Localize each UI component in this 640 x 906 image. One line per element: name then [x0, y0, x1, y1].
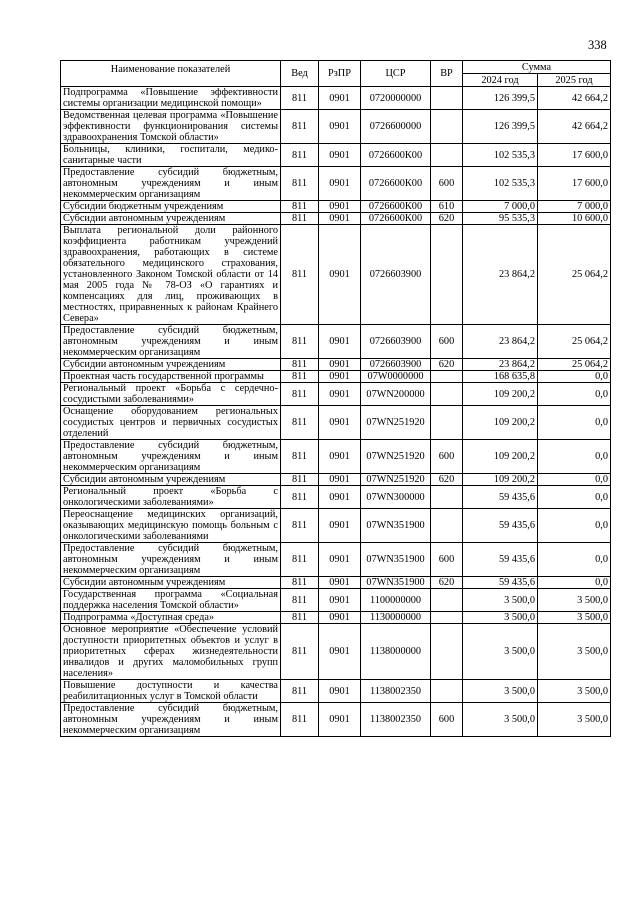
- row-sum-2025: 7 000,0: [538, 201, 611, 213]
- row-sum-2024: 109 200,2: [463, 383, 538, 406]
- row-csr: 0726600К00: [361, 167, 431, 201]
- row-rzpr: 0901: [319, 440, 361, 474]
- row-sum-2024: 3 500,0: [463, 624, 538, 680]
- table-row: [61, 144, 611, 167]
- row-sum-2024: 102 535,3: [463, 167, 538, 201]
- row-ved: 811: [281, 486, 319, 509]
- table-row: [61, 543, 611, 577]
- row-vr: 600: [431, 543, 463, 577]
- table-row: [61, 612, 611, 624]
- row-vr: 600: [431, 325, 463, 359]
- row-rzpr: 0901: [319, 474, 361, 486]
- row-name: Ведомственная целевая программа «Повышение эффективности функционирования системы здравоохранения Томской области»: [61, 110, 281, 144]
- row-name: Субсидии бюджетным учреждениям: [61, 201, 281, 213]
- row-csr: 1138002350: [361, 703, 431, 737]
- row-sum-2024: 3 500,0: [463, 680, 538, 703]
- row-csr: 07W0000000: [361, 371, 431, 383]
- row-rzpr: 0901: [319, 325, 361, 359]
- row-name: Подпрограмма «Доступная среда»: [61, 612, 281, 624]
- row-sum-2024: 23 864,2: [463, 225, 538, 325]
- row-sum-2025: 3 500,0: [538, 703, 611, 737]
- row-ved: 811: [281, 225, 319, 325]
- row-ved: 811: [281, 624, 319, 680]
- row-ved: 811: [281, 167, 319, 201]
- table-row: [61, 624, 611, 680]
- row-csr: 0726603900: [361, 225, 431, 325]
- row-sum-2025: 17 600,0: [538, 167, 611, 201]
- table-row: [61, 325, 611, 359]
- row-sum-2024: 3 500,0: [463, 703, 538, 737]
- table-row: [61, 703, 611, 737]
- row-vr: [431, 612, 463, 624]
- row-sum-2025: 0,0: [538, 486, 611, 509]
- row-vr: [431, 680, 463, 703]
- row-name: Предоставление субсидий бюджетным, автономным учреждениям и иным некоммерческим организациям: [61, 440, 281, 474]
- row-csr: 1100000000: [361, 589, 431, 612]
- row-rzpr: 0901: [319, 383, 361, 406]
- row-sum-2025: 42 664,2: [538, 110, 611, 144]
- table-row: [61, 371, 611, 383]
- row-rzpr: 0901: [319, 225, 361, 325]
- row-csr: 0720000000: [361, 87, 431, 110]
- row-sum-2024: 109 200,2: [463, 474, 538, 486]
- header-2025: 2025 год: [538, 74, 611, 87]
- row-ved: 811: [281, 543, 319, 577]
- row-name: Региональный проект «Борьба с сердечно-сосудистыми заболеваниями»: [61, 383, 281, 406]
- row-csr: 0726600К00: [361, 201, 431, 213]
- row-sum-2025: 3 500,0: [538, 680, 611, 703]
- row-ved: 811: [281, 359, 319, 371]
- row-name: Субсидии автономным учреждениям: [61, 474, 281, 486]
- row-csr: 0726600К00: [361, 144, 431, 167]
- row-sum-2025: 0,0: [538, 577, 611, 589]
- table-row: [61, 486, 611, 509]
- row-ved: 811: [281, 612, 319, 624]
- row-vr: [431, 110, 463, 144]
- table-row: [61, 474, 611, 486]
- table-row: [61, 359, 611, 371]
- page-number: 338: [588, 38, 607, 52]
- row-ved: 811: [281, 87, 319, 110]
- row-sum-2024: 95 535,3: [463, 213, 538, 225]
- row-rzpr: 0901: [319, 486, 361, 509]
- table-row: [61, 577, 611, 589]
- row-sum-2024: 109 200,2: [463, 440, 538, 474]
- row-ved: 811: [281, 440, 319, 474]
- row-sum-2024: 59 435,6: [463, 509, 538, 543]
- row-rzpr: 0901: [319, 680, 361, 703]
- row-csr: 07WN300000: [361, 486, 431, 509]
- row-vr: [431, 624, 463, 680]
- row-csr: 07WN251920: [361, 474, 431, 486]
- table-row: [61, 509, 611, 543]
- row-name: Больницы, клиники, госпитали, медико-санитарные части: [61, 144, 281, 167]
- row-rzpr: 0901: [319, 406, 361, 440]
- row-name: Переоснащение медицинских организаций, оказывающих медицинскую помощь больным с онкологическими заболеваниями: [61, 509, 281, 543]
- row-rzpr: 0901: [319, 213, 361, 225]
- table-row: [61, 680, 611, 703]
- table-row: [61, 201, 611, 213]
- row-csr: 1138000000: [361, 624, 431, 680]
- table-row: [61, 406, 611, 440]
- row-sum-2025: 0,0: [538, 440, 611, 474]
- row-sum-2024: 23 864,2: [463, 325, 538, 359]
- row-vr: 620: [431, 213, 463, 225]
- row-vr: [431, 406, 463, 440]
- row-vr: 620: [431, 474, 463, 486]
- row-sum-2025: 0,0: [538, 509, 611, 543]
- row-name: Субсидии автономным учреждениям: [61, 213, 281, 225]
- row-name: Предоставление субсидий бюджетным, автономным учреждениям и иным некоммерческим организациям: [61, 325, 281, 359]
- row-vr: 620: [431, 359, 463, 371]
- row-ved: 811: [281, 509, 319, 543]
- row-rzpr: 0901: [319, 87, 361, 110]
- row-ved: 811: [281, 213, 319, 225]
- row-rzpr: 0901: [319, 371, 361, 383]
- row-ved: 811: [281, 201, 319, 213]
- header-csr: ЦСР: [361, 61, 431, 87]
- table-row: [61, 213, 611, 225]
- header-rzpr: РзПР: [319, 61, 361, 87]
- table-row: [61, 383, 611, 406]
- row-rzpr: 0901: [319, 624, 361, 680]
- row-name: Подпрограмма «Повышение эффективности системы организации медицинской помощи»: [61, 87, 281, 110]
- row-rzpr: 0901: [319, 589, 361, 612]
- row-sum-2025: 0,0: [538, 371, 611, 383]
- row-sum-2025: 3 500,0: [538, 624, 611, 680]
- row-sum-2024: 7 000,0: [463, 201, 538, 213]
- row-sum-2025: 0,0: [538, 406, 611, 440]
- row-name: Субсидии автономным учреждениям: [61, 359, 281, 371]
- table-row: [61, 167, 611, 201]
- row-vr: [431, 383, 463, 406]
- row-vr: [431, 486, 463, 509]
- row-csr: 0726603900: [361, 325, 431, 359]
- row-sum-2024: 59 435,6: [463, 486, 538, 509]
- table-row: [61, 87, 611, 110]
- row-name: Региональный проект «Борьба с онкологическими заболеваниями»: [61, 486, 281, 509]
- row-ved: 811: [281, 371, 319, 383]
- row-sum-2024: 102 535,3: [463, 144, 538, 167]
- row-ved: 811: [281, 383, 319, 406]
- row-ved: 811: [281, 589, 319, 612]
- row-vr: 600: [431, 167, 463, 201]
- row-ved: 811: [281, 703, 319, 737]
- row-vr: 600: [431, 440, 463, 474]
- row-vr: 600: [431, 703, 463, 737]
- row-ved: 811: [281, 577, 319, 589]
- row-name: Повышение доступности и качества реабилитационных услуг в Томской области: [61, 680, 281, 703]
- row-sum-2025: 3 500,0: [538, 612, 611, 624]
- row-csr: 0726600К00: [361, 213, 431, 225]
- row-csr: 07WN251920: [361, 406, 431, 440]
- row-ved: 811: [281, 110, 319, 144]
- row-vr: [431, 87, 463, 110]
- row-sum-2024: 3 500,0: [463, 612, 538, 624]
- row-name: Выплата региональной доли районного коэффициента работникам учреждений здравоохранения, работающих в системе обязательного медицинского страхования, установленного Законом Томской области от 14 мая 2005 года № 78-ОЗ «О гарантиях и компенсациях для лиц, проживающих в местностях, приравненных к районам Крайнего Севера»: [61, 225, 281, 325]
- row-csr: 07WN351900: [361, 577, 431, 589]
- row-sum-2025: 17 600,0: [538, 144, 611, 167]
- row-sum-2024: 23 864,2: [463, 359, 538, 371]
- row-csr: 1130000000: [361, 612, 431, 624]
- row-csr: 07WN351900: [361, 543, 431, 577]
- row-vr: 620: [431, 577, 463, 589]
- row-csr: 0726603900: [361, 359, 431, 371]
- row-ved: 811: [281, 680, 319, 703]
- budget-table: [60, 60, 611, 737]
- row-name: Оснащение оборудованием региональных сосудистых центров и первичных сосудистых отделений: [61, 406, 281, 440]
- row-rzpr: 0901: [319, 577, 361, 589]
- row-vr: [431, 371, 463, 383]
- row-sum-2025: 25 064,2: [538, 359, 611, 371]
- header-name: Наименование показателей: [61, 61, 281, 87]
- row-ved: 811: [281, 406, 319, 440]
- header-ved: Вед: [281, 61, 319, 87]
- row-name: Предоставление субсидий бюджетным, автономным учреждениям и иным некоммерческим организациям: [61, 703, 281, 737]
- row-sum-2025: 0,0: [538, 383, 611, 406]
- row-rzpr: 0901: [319, 543, 361, 577]
- row-csr: 07WN251920: [361, 440, 431, 474]
- row-ved: 811: [281, 144, 319, 167]
- row-sum-2024: 168 635,8: [463, 371, 538, 383]
- table-row: [61, 225, 611, 325]
- row-sum-2024: 126 399,5: [463, 110, 538, 144]
- row-name: Предоставление субсидий бюджетным, автономным учреждениям и иным некоммерческим организациям: [61, 167, 281, 201]
- header-vr: ВР: [431, 61, 463, 87]
- row-csr: 1138002350: [361, 680, 431, 703]
- row-sum-2024: 3 500,0: [463, 589, 538, 612]
- row-sum-2024: 59 435,6: [463, 577, 538, 589]
- row-vr: [431, 589, 463, 612]
- row-sum-2025: 42 664,2: [538, 87, 611, 110]
- row-ved: 811: [281, 474, 319, 486]
- row-rzpr: 0901: [319, 612, 361, 624]
- row-sum-2024: 126 399,5: [463, 87, 538, 110]
- row-rzpr: 0901: [319, 110, 361, 144]
- row-vr: [431, 509, 463, 543]
- row-csr: 07WN200000: [361, 383, 431, 406]
- row-rzpr: 0901: [319, 509, 361, 543]
- row-sum-2024: 109 200,2: [463, 406, 538, 440]
- row-ved: 811: [281, 325, 319, 359]
- table-row: [61, 110, 611, 144]
- table-row: [61, 440, 611, 474]
- row-name: Предоставление субсидий бюджетным, автономным учреждениям и иным некоммерческим организациям: [61, 543, 281, 577]
- row-sum-2025: 0,0: [538, 474, 611, 486]
- row-name: Проектная часть государственной программы: [61, 371, 281, 383]
- row-name: Субсидии автономным учреждениям: [61, 577, 281, 589]
- header-2024: 2024 год: [463, 74, 538, 87]
- row-vr: 610: [431, 201, 463, 213]
- row-sum-2025: 25 064,2: [538, 325, 611, 359]
- row-rzpr: 0901: [319, 703, 361, 737]
- row-sum-2025: 3 500,0: [538, 589, 611, 612]
- row-rzpr: 0901: [319, 144, 361, 167]
- row-sum-2024: 59 435,6: [463, 543, 538, 577]
- row-sum-2025: 10 600,0: [538, 213, 611, 225]
- row-csr: 07WN351900: [361, 509, 431, 543]
- row-name: Государственная программа «Социальная поддержка населения Томской области»: [61, 589, 281, 612]
- table-row: [61, 589, 611, 612]
- row-csr: 0726600000: [361, 110, 431, 144]
- header-sum: Сумма: [463, 61, 611, 74]
- row-vr: [431, 144, 463, 167]
- row-vr: [431, 225, 463, 325]
- row-rzpr: 0901: [319, 167, 361, 201]
- row-name: Основное мероприятие «Обеспечение условий доступности приоритетных объектов и услуг в приоритетных сферах жизнедеятельности инвалидов и других маломобильных групп населения»: [61, 624, 281, 680]
- row-sum-2025: 0,0: [538, 543, 611, 577]
- row-sum-2025: 25 064,2: [538, 225, 611, 325]
- row-rzpr: 0901: [319, 359, 361, 371]
- row-rzpr: 0901: [319, 201, 361, 213]
